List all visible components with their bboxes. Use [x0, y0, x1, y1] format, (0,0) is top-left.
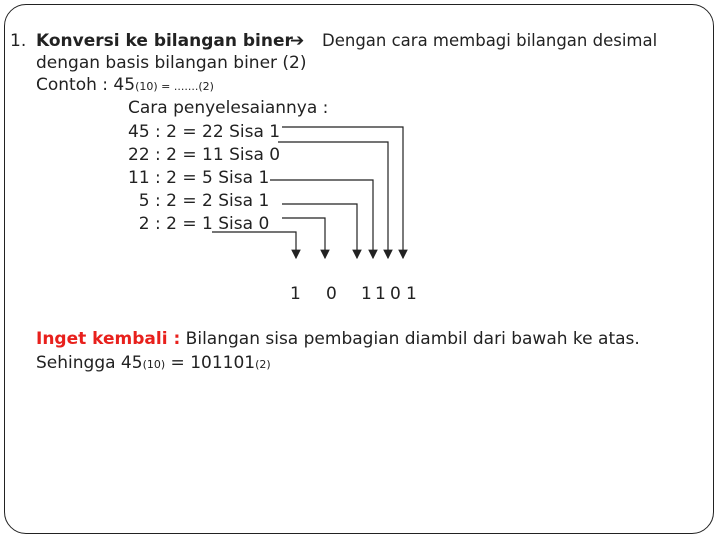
example-mid: = .......	[157, 80, 199, 93]
result-digit: 1	[361, 284, 372, 304]
arrow-step-4	[282, 204, 357, 258]
result-digit: 1	[406, 284, 417, 304]
conclusion-sub-to: (2)	[255, 358, 271, 371]
heading-line2: dengan basis bilangan biner (2)	[36, 53, 307, 73]
result-digits	[0, 284, 720, 308]
item-number: 1.	[10, 31, 27, 51]
example-sub-to: (2)	[198, 80, 214, 93]
solution-title: Cara penyelesaiannya :	[128, 98, 329, 118]
step-3: 11 : 2 = 5 Sisa 1	[128, 168, 270, 188]
conclusion-line	[36, 352, 271, 376]
arrow-step-5a	[282, 218, 325, 258]
note-label: Inget kembali :	[36, 329, 181, 349]
conclusion-mid: = 101101	[165, 353, 256, 373]
arrow-step-5b	[212, 232, 296, 258]
note-text: Bilangan sisa pembagian diambil dari bawah ke atas.	[180, 329, 640, 349]
conclusion-sub-from: (10)	[142, 358, 166, 371]
heading-bold: Konversi ke bilangan biner	[36, 31, 293, 51]
example-label: Contoh : 45	[36, 75, 136, 95]
step-1: 45 : 2 = 22 Sisa 1	[128, 122, 281, 142]
arrow-icon: ➔	[290, 31, 305, 51]
result-digit: 1	[290, 284, 301, 304]
step-5: 2 : 2 = 1 Sisa 0	[128, 214, 270, 234]
result-digit: 1	[375, 284, 386, 304]
conclusion-prefix: Sehingga 45	[36, 353, 143, 373]
step-4: 5 : 2 = 2 Sisa 1	[128, 191, 270, 211]
result-digit: 0	[326, 284, 337, 304]
example-sub-from: (10)	[135, 80, 158, 93]
arrow-step-1	[282, 127, 403, 258]
heading-rest: Dengan cara membagi bilangan desimal	[322, 31, 658, 50]
result-digit: 0	[390, 284, 401, 304]
step-2: 22 : 2 = 11 Sisa 0	[128, 145, 281, 165]
note-line	[36, 328, 640, 350]
arrow-step-2	[278, 142, 388, 258]
